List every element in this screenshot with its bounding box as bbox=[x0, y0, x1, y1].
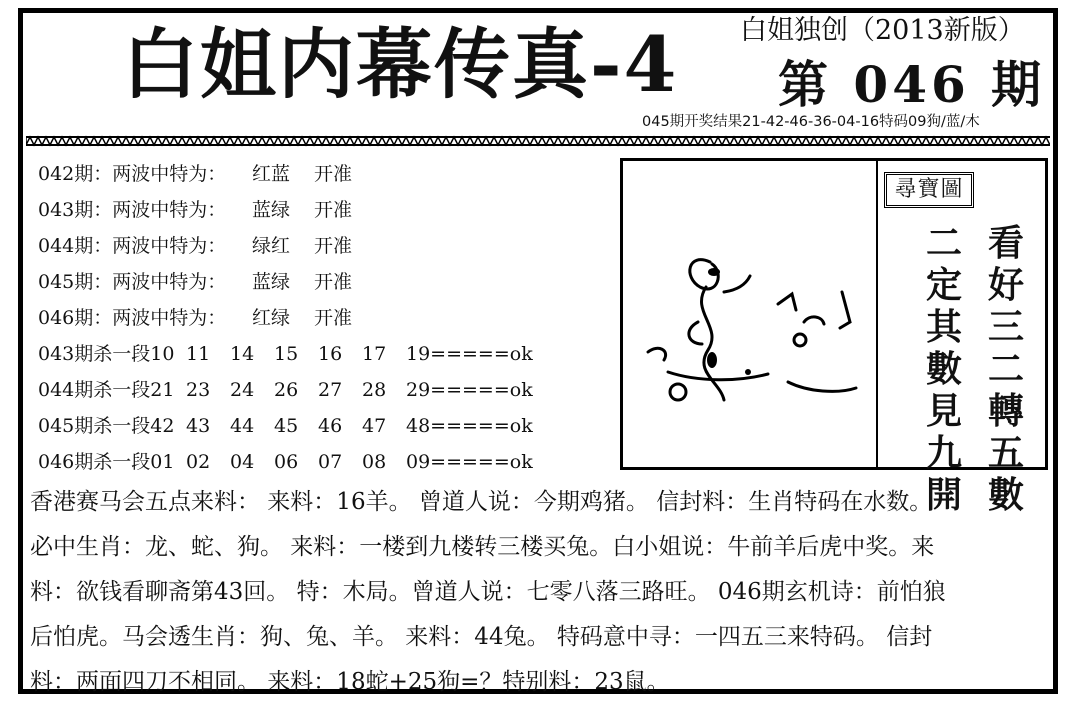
verse-left: 二 定 其 數 見 九 開 bbox=[925, 222, 962, 516]
info-line: 香港赛马会五点来料： 来料：16羊。 曾道人说：今期鸡猪。 信封料：生肖特码在水数。 bbox=[30, 489, 933, 515]
kill-number: 08 bbox=[362, 451, 387, 473]
wave-row bbox=[38, 228, 533, 264]
prediction-list bbox=[38, 156, 533, 480]
kill-label: 043期杀一段10 bbox=[38, 343, 175, 365]
kill-result: 29=====ok bbox=[406, 379, 533, 401]
kill-row bbox=[38, 336, 533, 372]
treasure-map-label: 尋寶圖 bbox=[884, 172, 974, 208]
kill-number: 04 bbox=[230, 451, 255, 473]
kill-result: 19=====ok bbox=[406, 343, 533, 365]
wave-status: 开准 bbox=[314, 235, 353, 257]
kill-label: 044期杀一段21 bbox=[38, 379, 175, 401]
kill-result: 48=====ok bbox=[406, 415, 533, 437]
kill-number: 11 bbox=[186, 343, 211, 365]
wave-status: 开准 bbox=[314, 307, 353, 329]
kill-number: 14 bbox=[230, 343, 255, 365]
wave-row bbox=[38, 300, 533, 336]
wave-value: 蓝绿 bbox=[252, 271, 291, 293]
zigzag-divider bbox=[26, 134, 1050, 148]
kill-row bbox=[38, 444, 533, 480]
kill-number: 02 bbox=[186, 451, 211, 473]
kill-number: 16 bbox=[318, 343, 343, 365]
kill-number: 24 bbox=[230, 379, 255, 401]
kill-label: 046期杀一段01 bbox=[38, 451, 175, 473]
wave-period: 044期：两波中特为： bbox=[38, 235, 227, 257]
previous-result: 045期开奖结果21-42-46-36-04-16特码09狗/蓝/木 bbox=[642, 114, 980, 130]
kill-row bbox=[38, 408, 533, 444]
wave-row bbox=[38, 156, 533, 192]
info-line: 必中生肖：龙、蛇、狗。 来料：一楼到九楼转三楼买兔。白小姐说：牛前羊后虎中奖。来 bbox=[30, 534, 935, 560]
kill-number: 27 bbox=[318, 379, 343, 401]
edition-label: 白姐独创（2013新版） bbox=[740, 15, 1025, 46]
wave-value: 绿红 bbox=[252, 235, 291, 257]
wave-value: 红绿 bbox=[252, 307, 291, 329]
verse-right: 看 好 三 二 轉 五 數 bbox=[987, 222, 1024, 516]
kill-number: 07 bbox=[318, 451, 343, 473]
kill-number: 45 bbox=[274, 415, 299, 437]
wave-period: 046期：两波中特为： bbox=[38, 307, 227, 329]
wave-row bbox=[38, 264, 533, 300]
wave-status: 开准 bbox=[314, 271, 353, 293]
kill-number: 46 bbox=[318, 415, 343, 437]
info-line: 料：欲钱看聊斋第43回。 特：木局。曾道人说：七零八落三路旺。 046期玄机诗：前怕狼 bbox=[30, 579, 946, 605]
kill-number: 17 bbox=[362, 343, 387, 365]
panel-divider bbox=[876, 160, 878, 468]
kill-number: 15 bbox=[274, 343, 299, 365]
wave-row bbox=[38, 192, 533, 228]
kill-number: 23 bbox=[186, 379, 211, 401]
wave-status: 开准 bbox=[314, 163, 353, 185]
kill-number: 28 bbox=[362, 379, 387, 401]
kill-row bbox=[38, 372, 533, 408]
wave-period: 045期：两波中特为： bbox=[38, 271, 227, 293]
info-paragraph bbox=[30, 480, 1054, 705]
wave-value: 红蓝 bbox=[252, 163, 291, 185]
issue-number: 第 046 期 bbox=[778, 55, 1046, 114]
info-line: 后怕虎。马会透生肖：狗、兔、羊。 来料：44兔。 特码意中寻：一四五三来特码。 信封 bbox=[30, 624, 933, 650]
kill-number: 44 bbox=[230, 415, 255, 437]
kill-number: 26 bbox=[274, 379, 299, 401]
kill-label: 045期杀一段42 bbox=[38, 415, 175, 437]
wave-period: 042期：两波中特为： bbox=[38, 163, 227, 185]
kill-number: 43 bbox=[186, 415, 211, 437]
dragon-sketch-image bbox=[628, 232, 868, 422]
wave-period: 043期：两波中特为： bbox=[38, 199, 227, 221]
kill-result: 09=====ok bbox=[406, 451, 533, 473]
wave-status: 开准 bbox=[314, 199, 353, 221]
kill-number: 06 bbox=[274, 451, 299, 473]
kill-number: 47 bbox=[362, 415, 387, 437]
wave-value: 蓝绿 bbox=[252, 199, 291, 221]
page-title: 白姐内幕传真-4 bbox=[122, 20, 679, 109]
info-line: 料：两面四刀不相同。 来料：18蛇+25狗=？特别料：23鼠。 bbox=[30, 669, 670, 695]
